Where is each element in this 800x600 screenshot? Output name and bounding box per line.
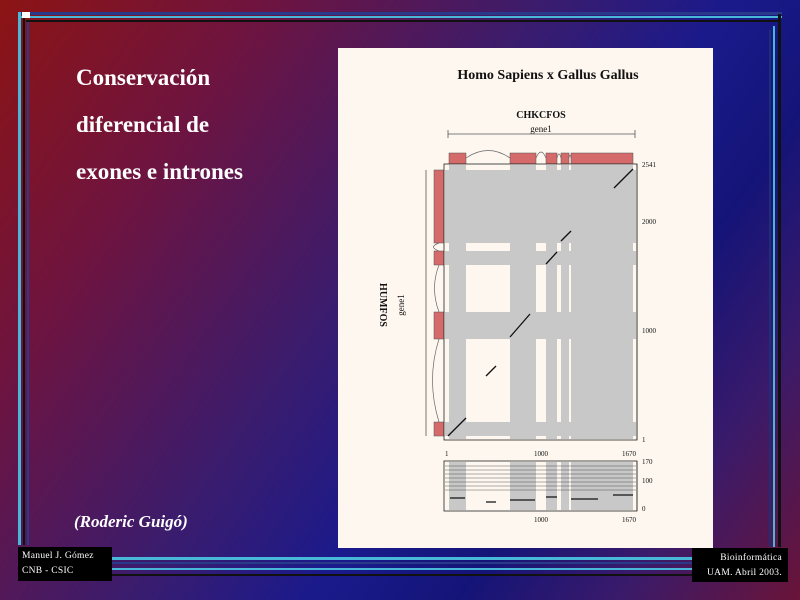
x-exon-track xyxy=(449,151,633,165)
gray-col-band-4 xyxy=(561,165,569,439)
gray-col-band-3 xyxy=(546,165,557,439)
bottom-axis xyxy=(445,450,637,458)
profile-tick-170: 170 xyxy=(642,458,653,466)
frame-left-line-1 xyxy=(18,12,21,545)
figure-title: Homo Sapiens x Gallus Gallus xyxy=(457,68,639,83)
frame-left-line-3 xyxy=(27,22,29,545)
footer-course-date: UAM. Abril 2003. xyxy=(707,568,782,578)
frame-left-line-2 xyxy=(23,18,25,545)
x-exon-1 xyxy=(449,153,466,164)
y-exon-1 xyxy=(434,170,444,243)
gray-col-band-1 xyxy=(449,165,466,439)
dotplot-figure xyxy=(338,48,713,548)
profile-bottom-tick-1670: 1670 xyxy=(622,516,636,524)
bottom-tick-1: 1 xyxy=(445,450,449,458)
frame-right-line-2 xyxy=(773,26,775,547)
right-tick-top: 2541 xyxy=(642,161,656,169)
frame-bottom-line-4 xyxy=(112,574,692,576)
title-line-2: diferencial de xyxy=(76,112,210,137)
frame-bottom-line-3 xyxy=(112,568,692,570)
y-exon-2 xyxy=(434,251,444,265)
gray-col-band-2 xyxy=(510,165,536,439)
x-exon-3 xyxy=(546,153,557,164)
dotplot-svg xyxy=(338,48,713,548)
x-gene-label: gene1 xyxy=(530,124,552,134)
bottom-tick-1000: 1000 xyxy=(534,450,548,458)
frame-corner-mark xyxy=(22,12,30,18)
profile-bottom-tick-1000: 1000 xyxy=(534,516,548,524)
frame-right-line-3 xyxy=(769,30,771,547)
y-gene-label: gene1 xyxy=(396,294,406,316)
y-exon-track xyxy=(433,170,445,436)
x-exon-4 xyxy=(561,153,569,164)
y-sequence-label: HUMFOS xyxy=(377,283,388,327)
similarity-profile-panel xyxy=(444,458,653,524)
right-tick-1000: 1000 xyxy=(642,327,656,335)
title-line-1: Conservación xyxy=(76,65,211,90)
frame-bottom-line-1 xyxy=(112,557,692,560)
slide-title xyxy=(76,54,316,195)
frame-top-line-2 xyxy=(18,16,782,18)
profile-tick-100: 100 xyxy=(642,477,653,485)
frame-bottom-line-2 xyxy=(112,562,692,564)
credit-text: (Roderic Guigó) xyxy=(74,512,188,531)
footer-author-institution: CNB - CSIC xyxy=(22,566,74,576)
title-line-3: exones e intrones xyxy=(76,159,243,184)
y-exon-3 xyxy=(434,312,444,339)
gray-col-band-5 xyxy=(571,165,633,439)
dotplot-matrix xyxy=(444,164,637,440)
x-exon-2 xyxy=(510,153,536,164)
right-tick-1: 1 xyxy=(642,436,646,444)
frame-right-line-1 xyxy=(778,14,781,547)
footer-author-box xyxy=(18,547,112,581)
footer-course-name: Bioinformática xyxy=(720,553,782,563)
footer-author-name: Manuel J. Gómez xyxy=(22,551,94,561)
footer-course-box xyxy=(692,548,788,582)
profile-tick-0: 0 xyxy=(642,505,646,513)
right-tick-2000: 2000 xyxy=(642,218,656,226)
frame-top-line-1 xyxy=(18,12,782,15)
frame-top-line-3 xyxy=(26,20,778,22)
right-axis xyxy=(637,161,657,444)
y-exon-4 xyxy=(434,422,444,436)
x-sequence-label: CHKCFOS xyxy=(516,110,566,121)
bottom-tick-1670: 1670 xyxy=(622,450,636,458)
x-exon-5 xyxy=(571,153,633,164)
